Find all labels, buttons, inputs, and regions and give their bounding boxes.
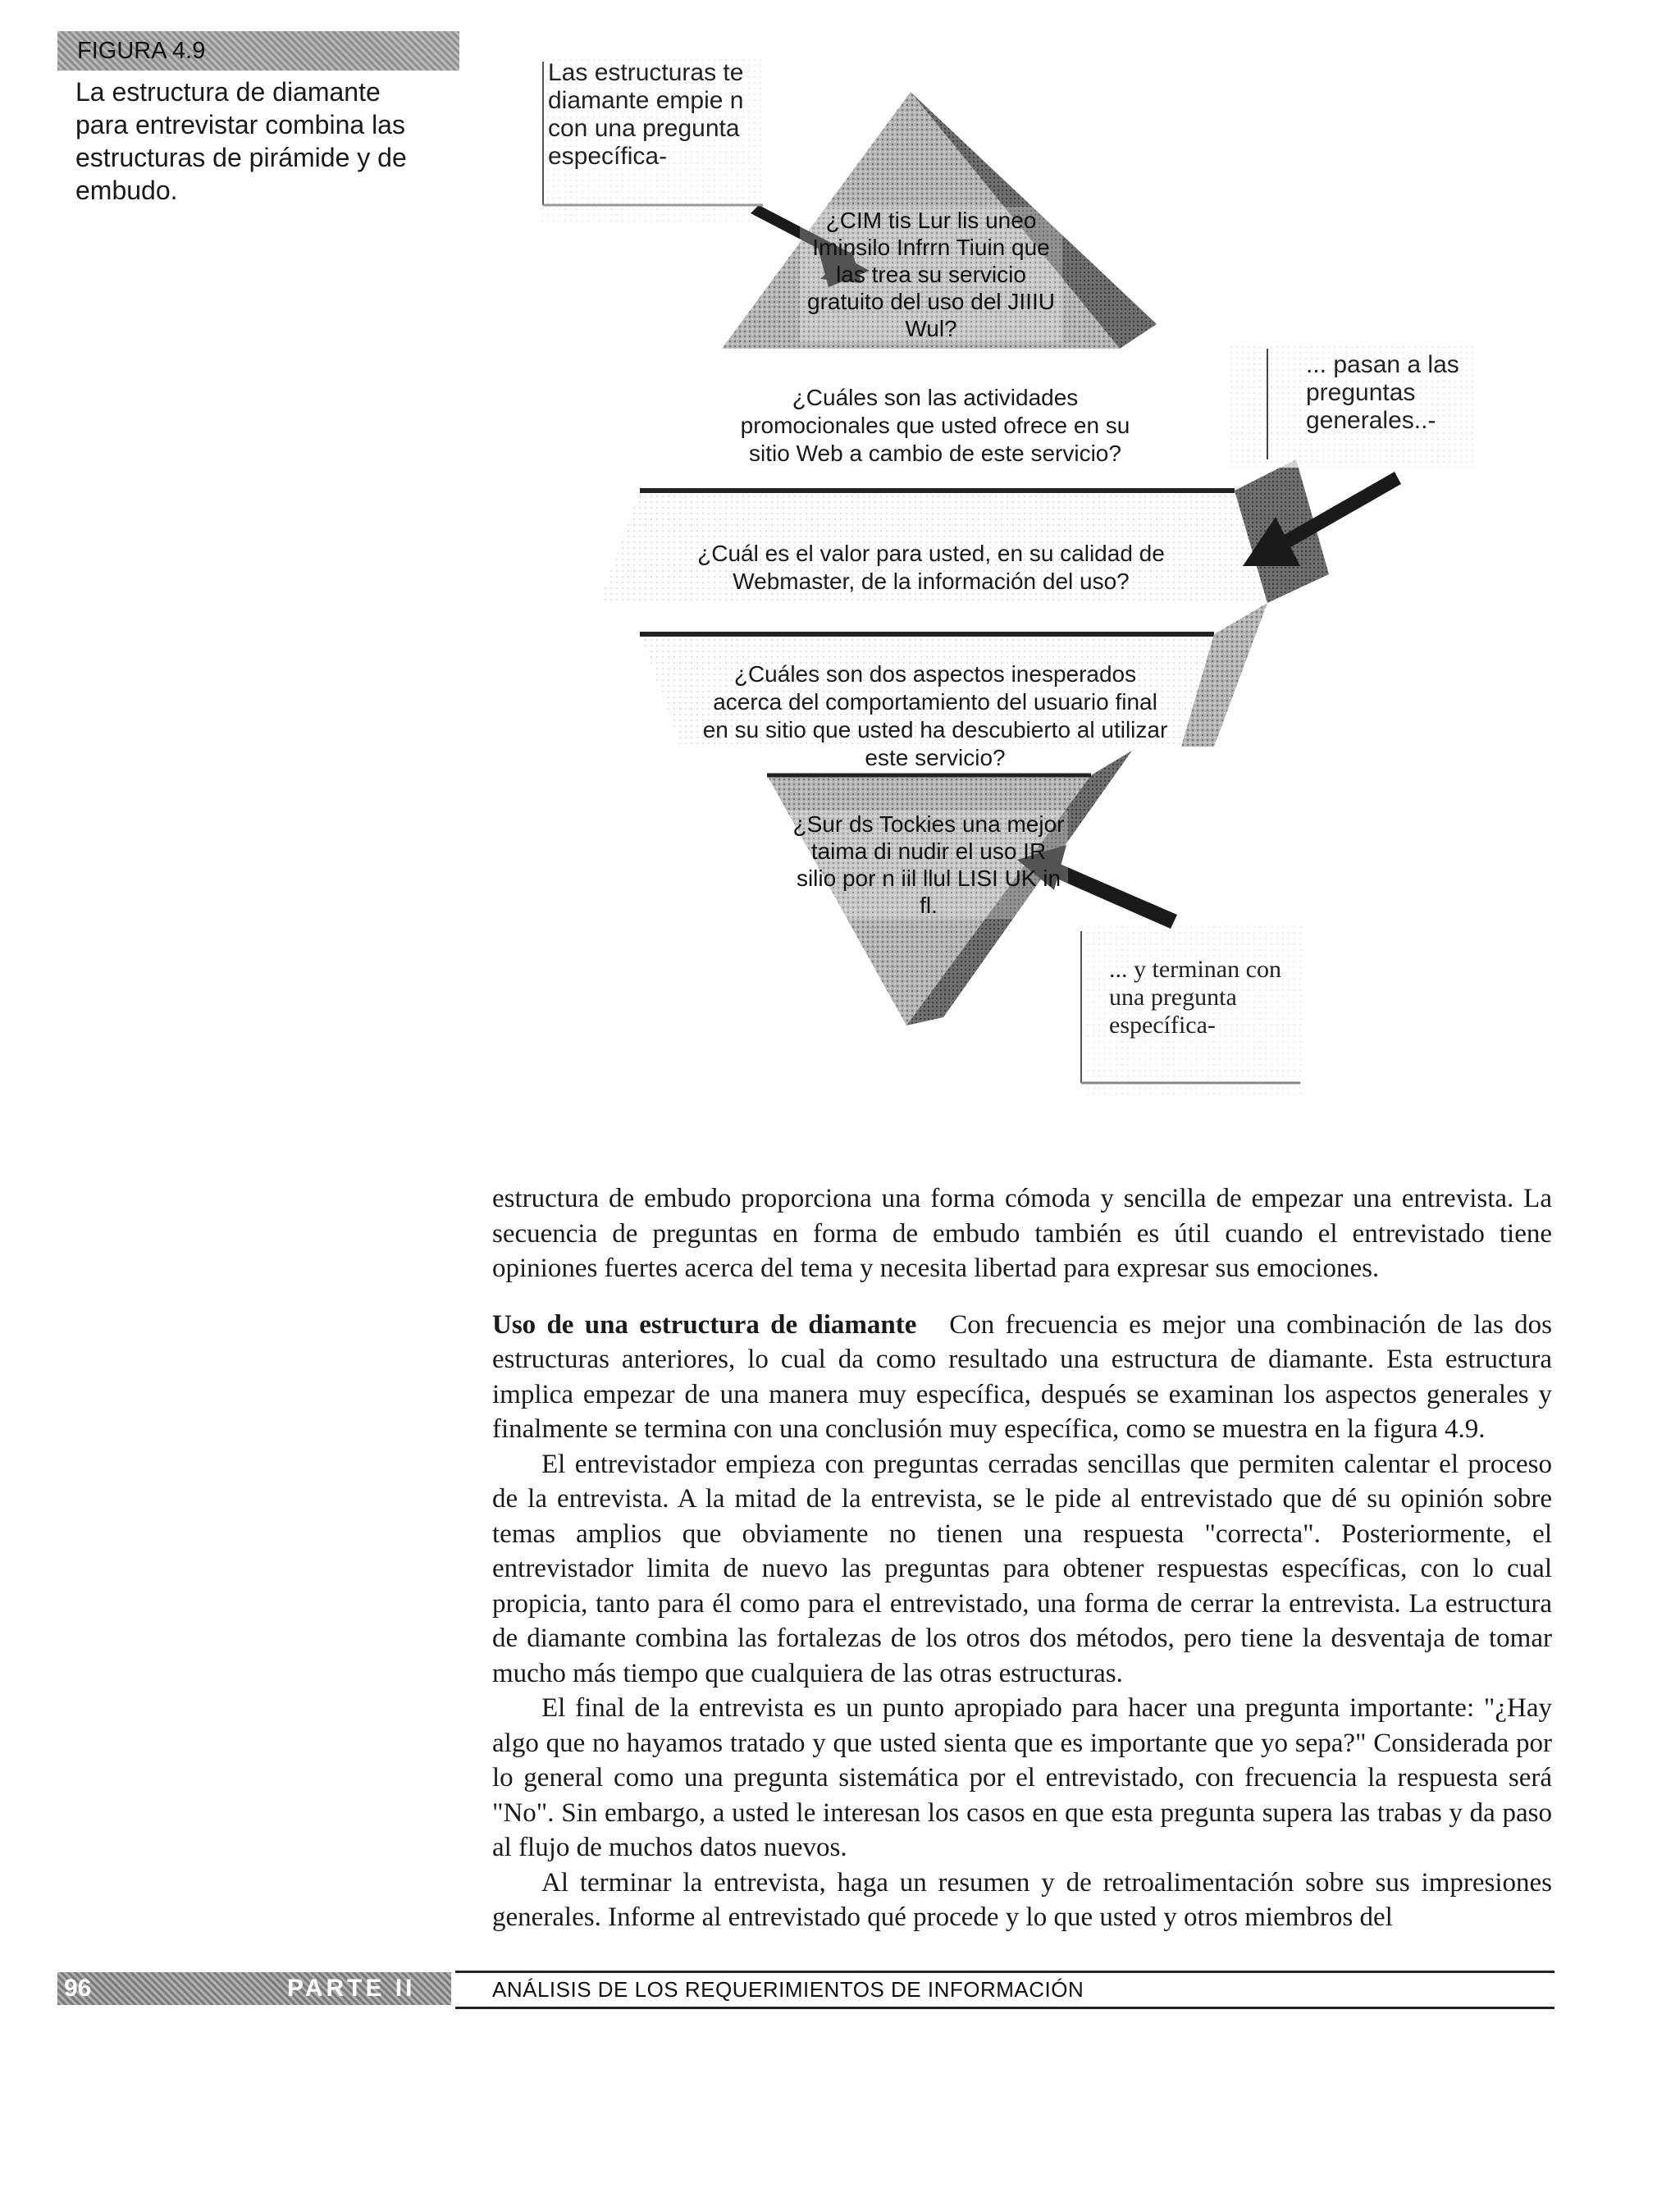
footer-rule-top bbox=[455, 1971, 1554, 1973]
paragraph-3: El entrevistador empieza con preguntas cerradas sencillas que permiten calentar el proceso de la entrevista. A la mitad de la entrevista, se le pide al entrevistado que dé su opinión sobre temas amplios que obviamente no tienen una respuesta "correcta". Posteriormente, el entrevistador limita de nuevo las preguntas para obtener respuestas específicas, con lo cual propicia, tanto para él como para el entrevistado, una forma de cerrar la entrevista. La estructura de diamante combina las fortalezas de los otros dos métodos, pero tiene la desventaja de tomar mucho más tiempo que cualquiera de las otras estructuras. bbox=[492, 1449, 1552, 1688]
body-text bbox=[492, 1181, 1552, 1935]
question-3: ¿Cuáles son dos aspectos inesperados acerca del comportamiento del usuario final en su sitio que usted ha descubierto al utilizar este servicio? bbox=[702, 661, 1168, 770]
figure-caption: La estructura de diamante para entrevistar combina las estructuras de pirámide y de embudo. bbox=[75, 77, 407, 205]
footer-bar bbox=[57, 1972, 451, 2005]
question-2: ¿Cuál es el valor para usted, en su calidad de Webmaster, de la información del uso? bbox=[697, 541, 1165, 594]
paragraph-5: Al terminar la entrevista, haga un resumen y de retroalimentación sobre sus impresiones generales. Informe al entrevistado qué procede y lo que usted y otros miembros del bbox=[492, 1867, 1552, 1932]
footer-section-title: ANÁLISIS DE LOS REQUERIMIENTOS DE INFORMACIÓN bbox=[492, 1977, 1084, 2002]
annotation-end: ... y terminan con una pregunta específica- bbox=[1109, 956, 1281, 1039]
top-triangle-text: ¿CIM tis Lur lis uneo Iminsilo Infrrn Tiuin que las trea su servicio gratuito del uso del JIIIU Wul? bbox=[800, 207, 1062, 342]
paragraph-2-text: Con frecuencia es mejor una combinación de las dos estructuras anteriores, lo cual da como resultado una estructura de diamante. Esta estructura implica empezar de una manera muy específica, después se examinan los aspectos generales y finalmente se termina con una conclusión muy específica, como se muestra en la figura 4.9. bbox=[492, 1309, 1552, 1444]
part-label: PARTE II bbox=[287, 1975, 416, 2002]
paragraph-2 bbox=[492, 1308, 1552, 1447]
paragraph-4: El final de la entrevista es un punto apropiado para hacer una pregunta importante: "¿Hay algo que no hayamos tratado y que usted sienta que es importante que yo sepa?" Considerada por lo general como una pregunta sistemática por el entrevistado, con frecuencia la respuesta será "No". Sin embargo, a usted le interesan los casos en que esta pregunta supera las trabas y da paso al flujo de muchos datos nuevos. bbox=[492, 1693, 1552, 1862]
footer-rule-bottom bbox=[455, 2007, 1554, 2009]
annotation-middle: ... pasan a las preguntas generales..- bbox=[1306, 351, 1459, 434]
figure-label: FIGURA 4.9 bbox=[57, 31, 459, 71]
question-1: ¿Cuáles son las actividades promocionales que usted ofrece en su sitio Web a cambio de este servicio? bbox=[740, 385, 1130, 466]
annotation-start: Las estructuras te diamante empie n con una pregunta específica- bbox=[548, 59, 744, 170]
page-number: 96 bbox=[64, 1975, 92, 2002]
bottom-triangle-text: ¿Sur ds Tockies una mejor taima di nudir el uso IR silio por n iil llul LISI UK in fl. bbox=[789, 811, 1068, 919]
paragraph-1: estructura de embudo proporciona una forma cómoda y sencilla de empezar una entrevista. La secuencia de preguntas en forma de embudo también es útil cuando el entrevistado tiene opiniones fuertes acerca del tema y necesita libertad para expresar sus emociones. bbox=[492, 1184, 1552, 1283]
section-heading: Uso de una estructura de diamante bbox=[492, 1309, 917, 1340]
